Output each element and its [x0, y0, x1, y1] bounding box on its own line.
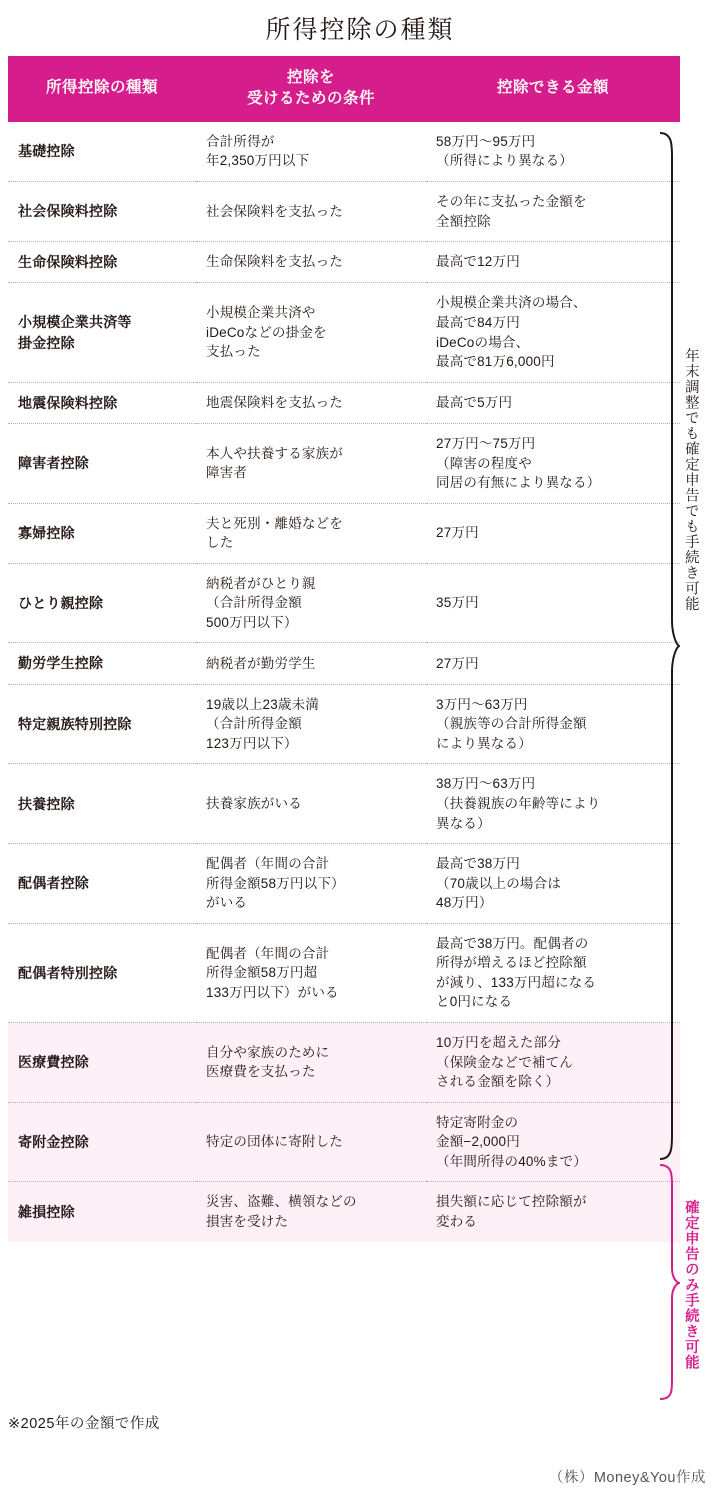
group-a-brace-label: 年末調整でも確定申告でも手続き可能	[682, 348, 699, 612]
row-name: 配偶者控除	[8, 844, 196, 924]
row-amount: 特定寄附金の 金額−2,000円 （年間所得の40%まで）	[426, 1102, 680, 1182]
group-b-brace-icon	[658, 1163, 680, 1401]
row-amount: 27万円	[426, 503, 680, 563]
row-name: 配偶者特別控除	[8, 923, 196, 1022]
row-amount: 最高で5万円	[426, 382, 680, 423]
row-amount: 3万円〜63万円 （親族等の合計所得金額 により異なる）	[426, 684, 680, 764]
row-name: 生命保険料控除	[8, 242, 196, 283]
footnote-credit: （株）Money&You作成	[548, 1470, 706, 1486]
row-condition: 扶養家族がいる	[196, 764, 426, 844]
table-row	[8, 1102, 680, 1182]
table-row	[8, 764, 680, 844]
row-amount: 38万円〜63万円 （扶養親族の年齢等により 異なる）	[426, 764, 680, 844]
column-header-amount: 控除できる金額	[426, 56, 680, 122]
row-amount: 27万円	[426, 643, 680, 684]
deduction-table-wrapper	[8, 56, 656, 1242]
row-name: 医療費控除	[8, 1023, 196, 1103]
table-row	[8, 844, 680, 924]
row-name: 社会保険料控除	[8, 181, 196, 241]
row-name: 勤労学生控除	[8, 643, 196, 684]
row-condition: 納税者がひとり親 （合計所得金額 500万円以下）	[196, 563, 426, 643]
row-condition: 自分や家族のために 医療費を支払った	[196, 1023, 426, 1103]
page-title: 所得控除の種類	[265, 16, 455, 44]
row-condition: 配偶者（年間の合計 所得金額58万円以下） がいる	[196, 844, 426, 924]
row-condition: 配偶者（年間の合計 所得金額58万円超 133万円以下）がいる	[196, 923, 426, 1022]
row-amount: 最高で38万円 （70歳以上の場合は 48万円）	[426, 844, 680, 924]
row-condition: 夫と死別・離婚などを した	[196, 503, 426, 563]
row-condition: 特定の団体に寄附した	[196, 1102, 426, 1182]
table-row	[8, 1182, 680, 1242]
row-name: 障害者控除	[8, 423, 196, 503]
table-row	[8, 181, 680, 241]
row-condition: 19歳以上23歳未満 （合計所得金額 123万円以下）	[196, 684, 426, 764]
row-amount: 最高で38万円。配偶者の 所得が増えるほど控除額 が減り、133万円超になる と0円になる	[426, 923, 680, 1022]
row-amount: 58万円〜95万円 （所得により異なる）	[426, 122, 680, 182]
table-header-row	[8, 56, 680, 122]
column-header-condition: 控除を 受けるための条件	[196, 56, 426, 122]
row-condition: 合計所得が 年2,350万円以下	[196, 122, 426, 182]
table-body	[8, 122, 680, 1242]
table-row	[8, 242, 680, 283]
row-name: 扶養控除	[8, 764, 196, 844]
group-b-brace-label: 確定申告のみ手続き可能	[682, 1199, 699, 1371]
table-head	[8, 56, 680, 122]
row-name: 基礎控除	[8, 122, 196, 182]
row-condition: 本人や扶養する家族が 障害者	[196, 423, 426, 503]
row-name: 小規模企業共済等 掛金控除	[8, 283, 196, 382]
row-name: 寡婦控除	[8, 503, 196, 563]
row-amount: その年に支払った金額を 全額控除	[426, 181, 680, 241]
row-amount: 損失額に応じて控除額が 変わる	[426, 1182, 680, 1242]
group-a-brace-icon	[658, 131, 680, 1161]
row-name: 雑損控除	[8, 1182, 196, 1242]
row-amount: 35万円	[426, 563, 680, 643]
table-row	[8, 643, 680, 684]
table-row	[8, 684, 680, 764]
table-row	[8, 122, 680, 182]
row-name: 地震保険料控除	[8, 382, 196, 423]
row-condition: 災害、盗難、横領などの 損害を受けた	[196, 1182, 426, 1242]
row-amount: 27万円〜75万円 （障害の程度や 同居の有無により異なる）	[426, 423, 680, 503]
row-condition: 地震保険料を支払った	[196, 382, 426, 423]
table-row	[8, 503, 680, 563]
row-amount: 最高で12万円	[426, 242, 680, 283]
row-condition: 生命保険料を支払った	[196, 242, 426, 283]
row-name: 特定親族特別控除	[8, 684, 196, 764]
row-name: ひとり親控除	[8, 563, 196, 643]
column-header-type: 所得控除の種類	[8, 56, 196, 122]
footnote-left: ※2025年の金額で作成	[8, 1416, 160, 1432]
row-name: 寄附金控除	[8, 1102, 196, 1182]
deduction-table	[8, 56, 680, 1242]
table-row	[8, 423, 680, 503]
table-row	[8, 1023, 680, 1103]
row-amount: 10万円を超えた部分 （保険金などで補てん される金額を除く）	[426, 1023, 680, 1103]
table-row	[8, 923, 680, 1022]
row-amount: 小規模企業共済の場合、 最高で84万円 iDeCoの場合、 最高で81万6,000円	[426, 283, 680, 382]
row-condition: 小規模企業共済や iDeCoなどの掛金を 支払った	[196, 283, 426, 382]
table-row	[8, 563, 680, 643]
table-row	[8, 382, 680, 423]
row-condition: 社会保険料を支払った	[196, 181, 426, 241]
table-row	[8, 283, 680, 382]
row-condition: 納税者が勤労学生	[196, 643, 426, 684]
